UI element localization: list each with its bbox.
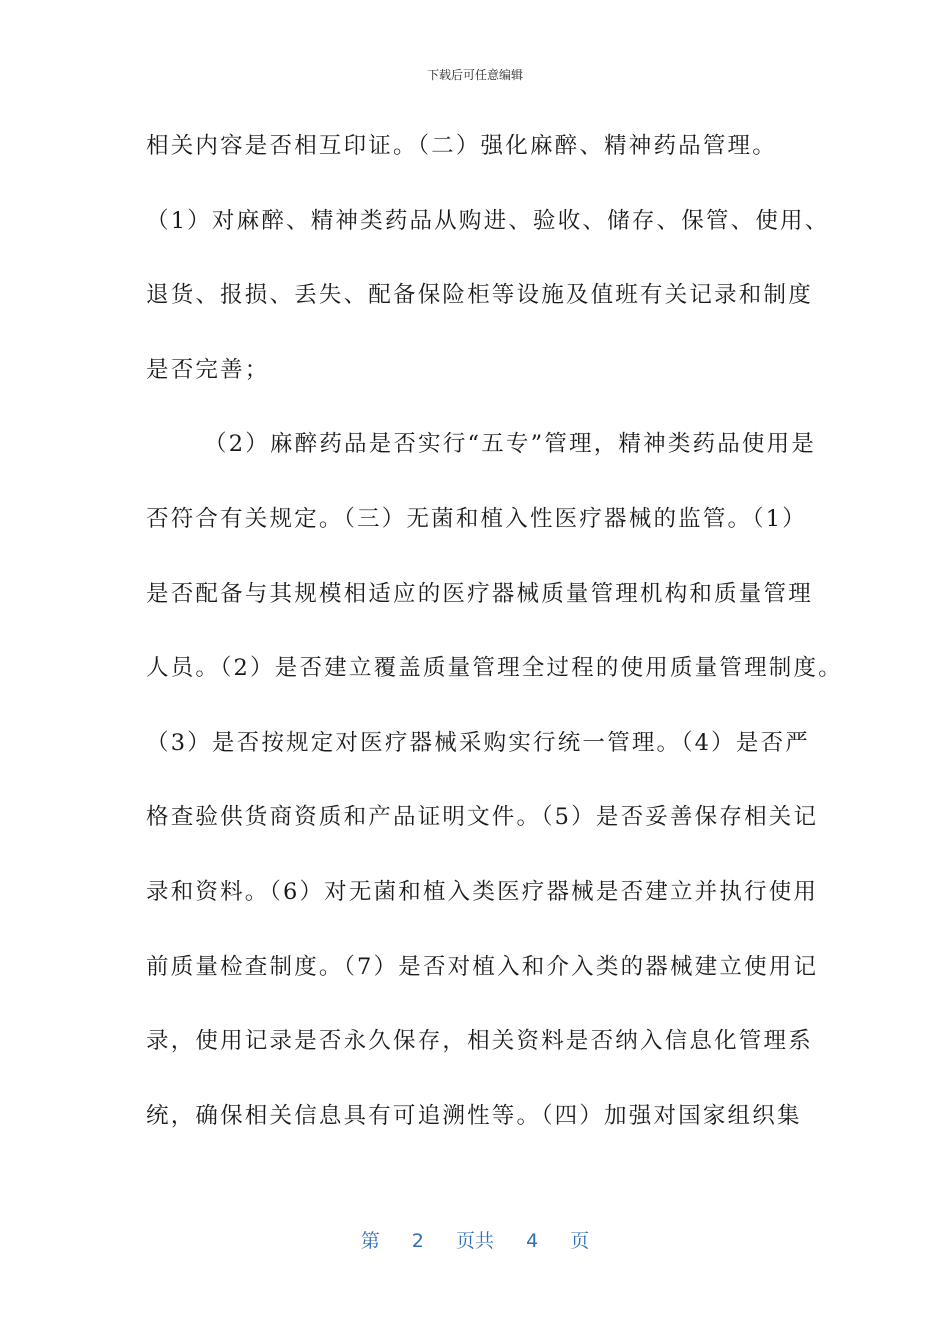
- footer-prefix: 第: [360, 1230, 380, 1252]
- body-line: 格查验供货商资质和产品证明文件。（5）是否妥善保存相关记: [146, 804, 819, 831]
- body-line: （1）对麻醉、精神类药品从购进、验收、储存、保管、使用、: [146, 207, 830, 234]
- footer-suffix: 页: [570, 1230, 590, 1252]
- footer-total-pages: 4: [526, 1230, 539, 1252]
- body-line: 是否完善；: [146, 356, 270, 383]
- body-line: 录，使用记录是否永久保存，相关资料是否纳入信息化管理系: [146, 1028, 813, 1055]
- body-line: 退货、报损、丢失、配备保险柜等设施及值班有关记录和制度: [146, 282, 813, 309]
- body-line: （3）是否按规定对医疗器械采购实行统一管理。（4）是否严: [146, 729, 810, 756]
- footer-current-page: 2: [411, 1230, 424, 1252]
- page-number-footer: [0, 1226, 950, 1253]
- body-line: 统，确保相关信息具有可追溯性等。（四）加强对国家组织集: [146, 1102, 802, 1129]
- body-line: 是否配备与其规模相适应的医疗器械质量管理机构和质量管理: [146, 580, 813, 607]
- body-line-indented: （2）麻醉药品是否实行“五专”管理，精神类药品使用是: [204, 431, 817, 458]
- body-line: 否符合有关规定。（三）无菌和植入性医疗器械的监管。（1）: [146, 505, 807, 532]
- page-header-note: 下载后可任意编辑: [426, 68, 523, 82]
- document-body: [146, 127, 843, 1171]
- body-line: 相关内容是否相互印证。（二）强化麻醉、精神药品管理。: [146, 133, 777, 159]
- body-line: 录和资料。（6）对无菌和植入类医疗器械是否建立并执行使用: [146, 878, 819, 905]
- footer-middle: 页共: [455, 1230, 494, 1252]
- body-line: 前质量检查制度。（7）是否对植入和介入类的器械建立使用记: [146, 953, 819, 980]
- body-line: 人员。（2）是否建立覆盖质量管理全过程的使用质量管理制度。: [146, 655, 843, 682]
